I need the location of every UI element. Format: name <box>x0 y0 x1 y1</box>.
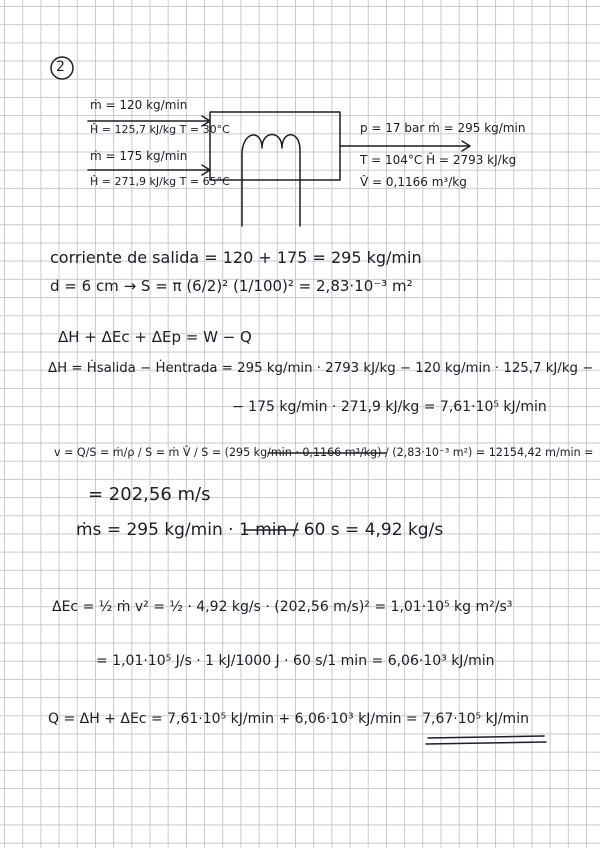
outlet-line2: T = 104°C Ĥ = 2793 kJ/kg <box>360 153 517 167</box>
enthalpy-change-line1: ΔH = Ḣsalida − Ḣentrada = 295 kg/min · 2793 kJ/kg − 120 kg/min · 125,7 kJ/kg − <box>48 361 594 376</box>
kinetic-energy-line2: = 1,01·10⁵ J/s · 1 kJ/1000 J · 60 s/1 min = 6,06·10³ kJ/min <box>96 653 495 669</box>
inlet2-props: Ĥ = 271,9 kJ/kg T = 65°C <box>90 175 230 188</box>
mass-flow-seconds: ṁs = 295 kg/min · 1 min / 60 s = 4,92 kg/s <box>76 520 444 540</box>
problem-number: 2 <box>56 59 65 75</box>
outlet-line3: V̂ = 0,1166 m³/kg <box>360 175 467 189</box>
enthalpy-change-line2: − 175 kg/min · 271,9 kJ/kg = 7,61·10⁵ kJ/min <box>232 399 547 415</box>
heat-result: Q = ΔH + ΔEc = 7,61·10⁵ kJ/min + 6,06·10³ kJ/min = 7,67·10⁵ kJ/min <box>48 711 529 727</box>
inlet2-flow: ṁ = 175 kg/min <box>90 149 188 163</box>
inlet1-props: Ĥ = 125,7 kJ/kg T = 30°C <box>90 123 230 136</box>
outlet-stream-sum: corriente de salida = 120 + 175 = 295 kg/min <box>50 248 422 267</box>
velocity-calculation: v = Q/S = ṁ/ρ / S = ṁ V̂ / S = (295 kg/min · 0,1166 m³/kg) / (2,83·10⁻³ m²) = 12154,42 m/min = <box>54 446 594 459</box>
velocity-result: = 202,56 m/s <box>88 484 211 505</box>
inlet1-flow: ṁ = 120 kg/min <box>90 98 188 112</box>
area-calculation: d = 6 cm → S = π (6/2)² (1/100)² = 2,83·10⁻³ m² <box>50 277 413 295</box>
energy-balance: ΔH + ΔEc + ΔEp = W − Q <box>58 328 252 346</box>
outlet-line1: p = 17 bar ṁ = 295 kg/min <box>360 121 526 135</box>
kinetic-energy-line1: ΔEc = ½ ṁ v² = ½ · 4,92 kg/s · (202,56 m/s)² = 1,01·10⁵ kg m²/s³ <box>52 599 513 615</box>
